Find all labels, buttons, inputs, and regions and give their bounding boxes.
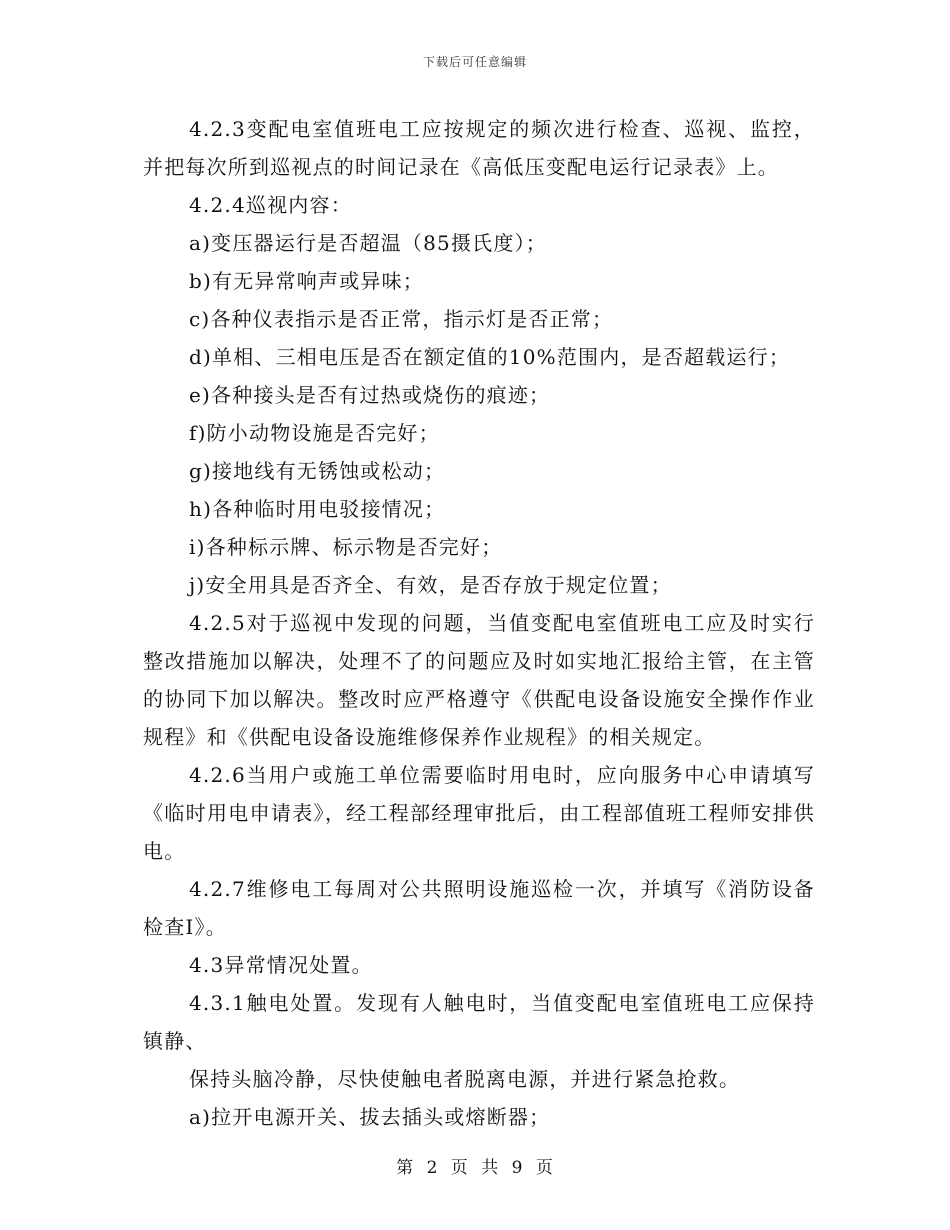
- paragraph: 4.3.1触电处置。发现有人触电时，当值变配电室值班电工应保持镇静、: [143, 991, 815, 1053]
- paragraph: 4.2.7维修电工每周对公共照明设施巡检一次，并填写《消防设备检查Ⅰ》。: [143, 877, 815, 939]
- paragraph: 4.2.4巡视内容：: [189, 193, 352, 217]
- page-header: 下载后可任意编辑: [422, 55, 527, 69]
- list-item: a)变压器运行是否超温（85摄氏度）；: [189, 231, 547, 255]
- list-item: i)各种标示牌、标示物是否完好；: [189, 535, 503, 559]
- list-item: a)拉开电源开关、拔去插头或熔断器；: [189, 1105, 551, 1129]
- page-number: 第 2 页 共 9 页: [396, 1158, 554, 1178]
- list-item: j)安全用具是否齐全、有效，是否存放于规定位置；: [189, 573, 672, 597]
- paragraph: 保持头脑冷静，尽快使触电者脱离电源，并进行紧急抢救。: [189, 1067, 741, 1091]
- paragraph: 4.2.6当用户或施工单位需要临时用电时，应向服务中心申请填写《临时用电申请表》，经工程部经理审批后，由工程部值班工程师安排供电。: [143, 763, 815, 863]
- list-item: c)各种仪表指示是否正常，指示灯是否正常；: [189, 307, 614, 331]
- paragraph: 4.2.5对于巡视中发现的问题，当值变配电室值班电工应及时实行整改措施加以解决，处理不了的问题应及时如实地汇报给主管，在主管的协同下加以解决。整改时应严格遵守《供配电设备设施安全操作作业规程》和《供配电设备设施维修保养作业规程》的相关规定。: [143, 611, 815, 749]
- list-item: d)单相、三相电压是否在额定值的10%范围内，是否超载运行；: [189, 345, 791, 369]
- list-item: g)接地线有无锈蚀或松动；: [189, 459, 446, 483]
- list-item: h)各种临时用电驳接情况；: [189, 497, 446, 521]
- paragraph: 4.2.3变配电室值班电工应按规定的频次进行检查、巡视、监控，并把每次所到巡视点的时间记录在《高低压变配电运行记录表》上。: [143, 117, 815, 179]
- document-body: [143, 110, 815, 1136]
- section-heading: 4.3异常情况处置。: [189, 953, 373, 977]
- list-item: b)有无异常响声或异味；: [189, 269, 425, 293]
- list-item: f)防小动物设施是否完好；: [189, 421, 440, 445]
- list-item: e)各种接头是否有过热或烧伤的痕迹；: [189, 383, 551, 407]
